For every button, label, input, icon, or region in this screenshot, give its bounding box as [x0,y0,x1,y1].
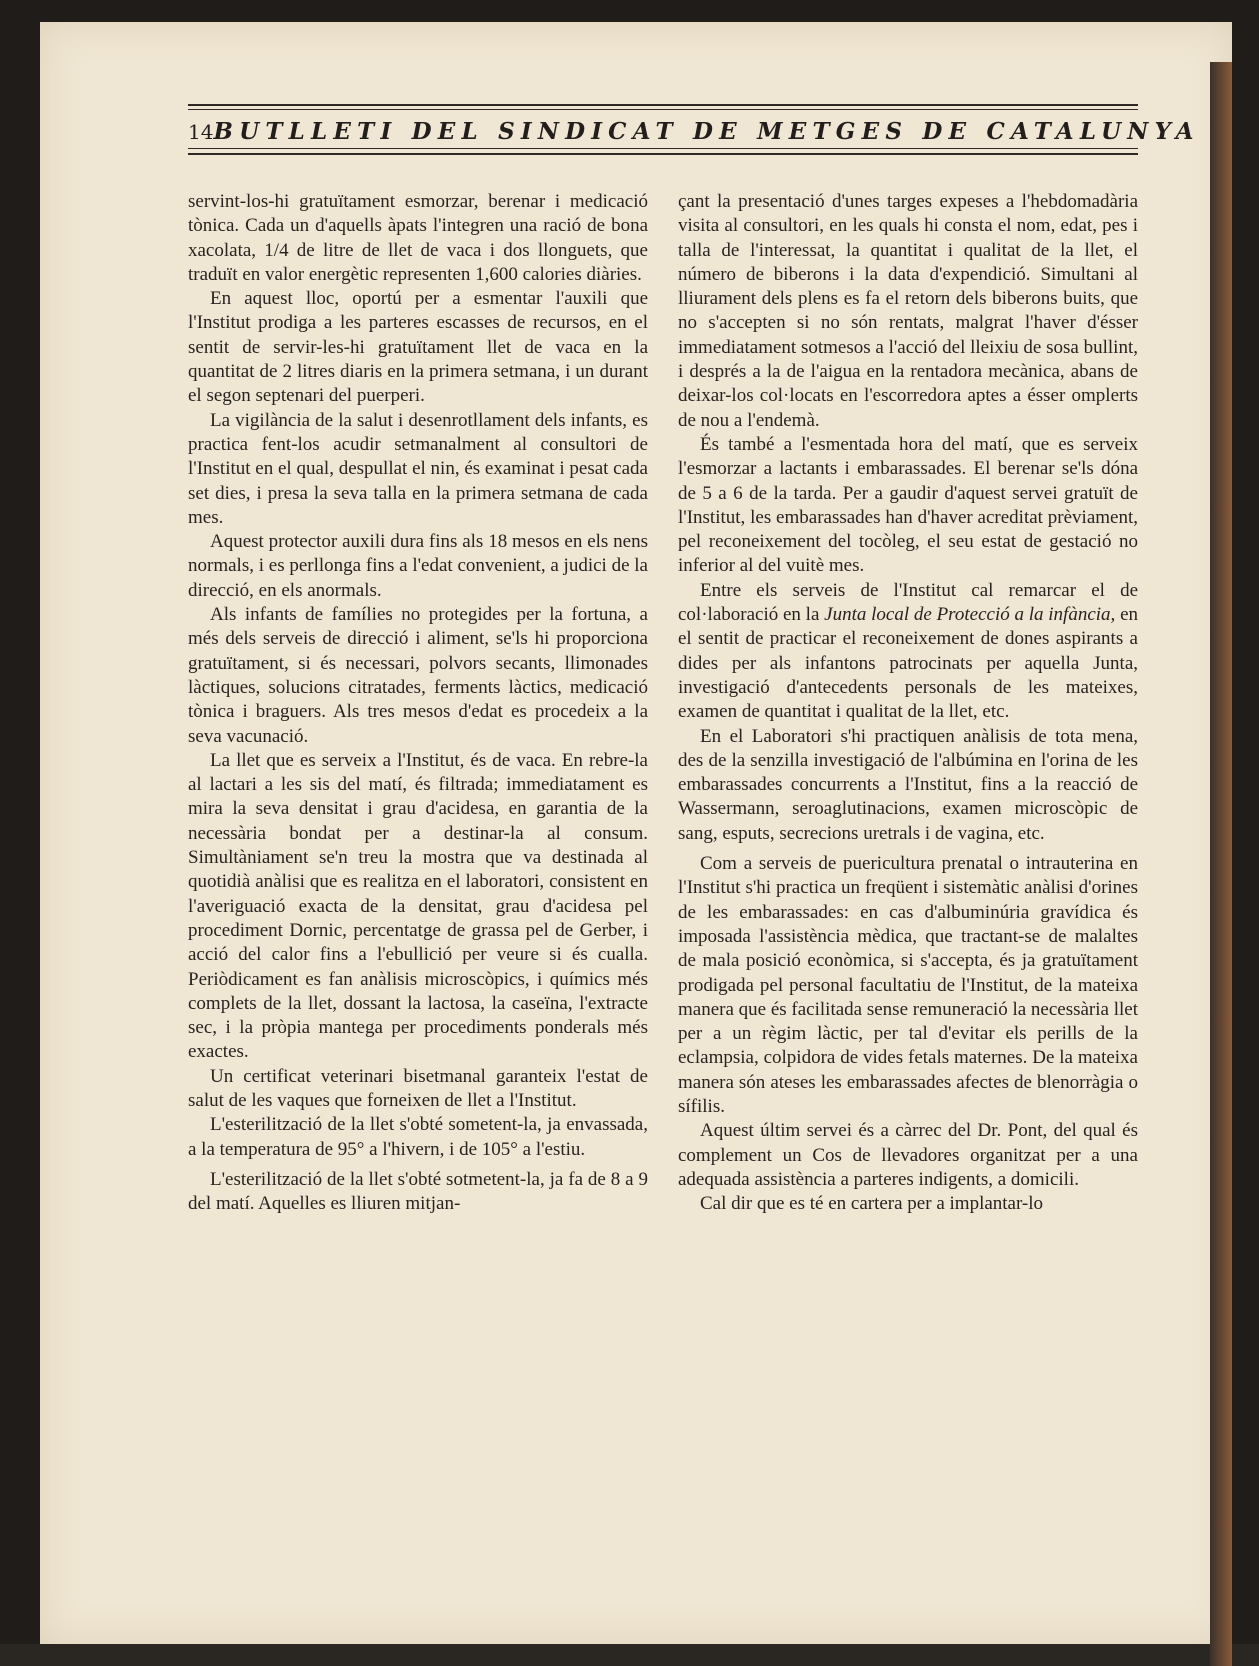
paragraph: En aquest lloc, oportú per a esmentar l'auxili que l'Institut prodiga a les parteres escasses de recursos, en el sentit de servir-les-hi gratuïtament llet de vaca en la quantitat de 2 litres diaris en la primera setmana, i un durant el segon septenari del puerperi. [188,288,648,407]
paragraph: És també a l'esmentada hora del matí, que es serveix l'esmorzar a lactants i embarassades. El berenar se'ls dóna de 5 a 6 de la tarda. Per a gaudir d'aquest servei gratuït de l'Institut, les embarassades han d'haver acreditat prèviament, pel reconeixement del tocòleg, el seu estat de gestació no inferior al del vuitè mes. [678,433,1138,577]
header-line [188,118,1200,145]
header-rule-bottom [188,153,1138,155]
paragraph: servint-los-hi gratuïtament esmorzar, berenar i medicació tònica. Cada un d'aquells àpats l'integren una ració de bona xacolata, 1/4 de litre de llet de vaca i dos llonguets, que traduït en valor energètic representen 1,600 calories diàries. [188,191,648,285]
page-edge [1210,62,1232,1666]
paragraph: Un certificat veterinari bisetmanal garanteix l'estat de salut de les vaques que forneixen de llet a l'Institut. [188,1065,648,1111]
paragraph: Cal dir que es té en cartera per a implantar-lo [700,1193,1044,1215]
article-body [188,190,1138,1216]
paragraph: L'esterilització de la llet s'obté sotmetent-la, ja fa de 8 a 9 del matí. Aquelles es lliuren mitjan- [188,1168,648,1215]
header-rule-bottom-thin [188,148,1138,149]
paragraph: Als infants de famílies no protegides per la fortuna, a més dels serveis de direcció i aliment, se'ls hi proporciona gratuïtament, si és necessari, polvors secants, llimonades làctiques, solucions citratades, ferments làctics, medicació tònica i braguers. Als tres mesos d'edat es procedeix a la seva vacunació. [188,604,648,747]
running-header [188,104,1200,162]
journal-title: BUTLLETI DEL SINDICAT DE METGES DE CATALUNYA [213,118,1200,145]
paragraph: Aquest últim servei és a càrrec del Dr. Pont, del qual és complement un Cos de llevadores organitzat per a una adequada assistència a parteres indigents, a domicili. [678,1120,1138,1190]
text-run: Entre els serveis de l'Institut cal remarcar el de col·laboració en la [678,579,1138,626]
text-run: en el sentit de practicar el reconeixement de dones aspirants a dides per als infantons patrocinats per aquella Junta, investigació d'antecedents personals de les mateixes, examen de quantitat i qualitat de la llet, etc. [678,604,1139,723]
paragraph: La llet que es serveix a l'Institut, és de vaca. En rebre-la al lactari a les sis del matí, és filtrada; immediatament es mira la seva densitat i grau d'acidesa, en garantia de la necessària bondat per a destinar-la al consum. Simultàniament se'n treu la mostra que va destinada al quotidià anàlisi que es realitza en el laboratori, consistent en l'averiguació exacta de la densitat, grau d'acidesa pel procediment Dornic, percentatge de grassa pel de Gerber, i acció del calor fins a l'ebullició per veure si és cualla. Periòdicament es fan anàlisis microscòpics, i químics més complets de la llet, dossant la lactosa, la caseïna, l'extracte sec, i la pròpia mantega per procediments ponderals més exactes. [188,749,648,1063]
right-column [678,190,1138,1216]
left-column [188,190,648,1216]
paragraph: L'esterilització de la llet s'obté sometent-la, ja envassada, a la temperatura de 95° a l'hivern, i de 105° a l'estiu. [188,1114,648,1160]
header-rule-top [188,104,1138,106]
paragraph: En el Laboratori s'hi practiquen anàlisis de tota mena, des de la senzilla investigació de l'albúmina en l'orina de les embarassades concurrents a l'Institut, fins a la reacció de Wassermann, seroaglutinacions, examen microscòpic de sang, esputs, secrecions uretrals i de vagina, etc. [678,725,1138,844]
page-number: 14 [188,120,214,144]
header-rule-top-thin [188,109,1138,110]
paragraph: Aquest protector auxili dura fins als 18 mesos en els nens normals, i es perllonga fins a l'edat convenient, a judici de la direcció, en els anormals. [188,531,648,601]
paragraph: Com a serveis de puericultura prenatal o intrauterina en l'Institut s'hi practica un freqüent i sistemàtic anàlisi d'orines de les embarassades: en cas d'albuminúria gravídica és imposada l'assistència mèdica, que tractant-se de malaltes de mala posició econòmica, si s'accepta, és ja gratuïtament prodigada pel personal facultatiu de l'Institut, de la mateixa manera que és facilitada sense remuneració la necessària llet per a un règim làctic, per tal d'evitar els perills de la eclampsia, colpidora de vides fetals maternes. De la mateixa manera són ateses les embarassades afectes de blenorràgia o sífilis. [678,853,1138,1117]
paragraph: La vigilància de la salut i desenrotllament dels infants, es practica fent-los acudir setmanalment al consultori de l'Institut en el qual, despullat el nin, és examinat i pesat cada set dies, i presa la seva talla en la primera setmana de cada mes. [188,409,648,528]
paragraph: çant la presentació d'unes targes expeses a l'hebdomadària visita al consultori, en les quals hi consta el nom, edat, pes i talla de l'interessat, la quantitat i qualitat de la llet, el número de biberons i la data d'expendició. Simultani al lliurament dels plens es fa el retorn dels biberons buits, que no s'accepten si no són rentats, malgrat l'haver d'ésser immediatament sotmesos a l'acció del lleixiu de sosa bullint, i després a la de l'aigua en la rentadora mecànica, abans de deixar-los col·locats en l'escorredora aptes a ésser omplerts de nou a l'endemà. [678,191,1138,431]
italic-text-run: Junta local de Protecció a la infància, [824,604,1116,626]
paragraph [678,579,1138,725]
